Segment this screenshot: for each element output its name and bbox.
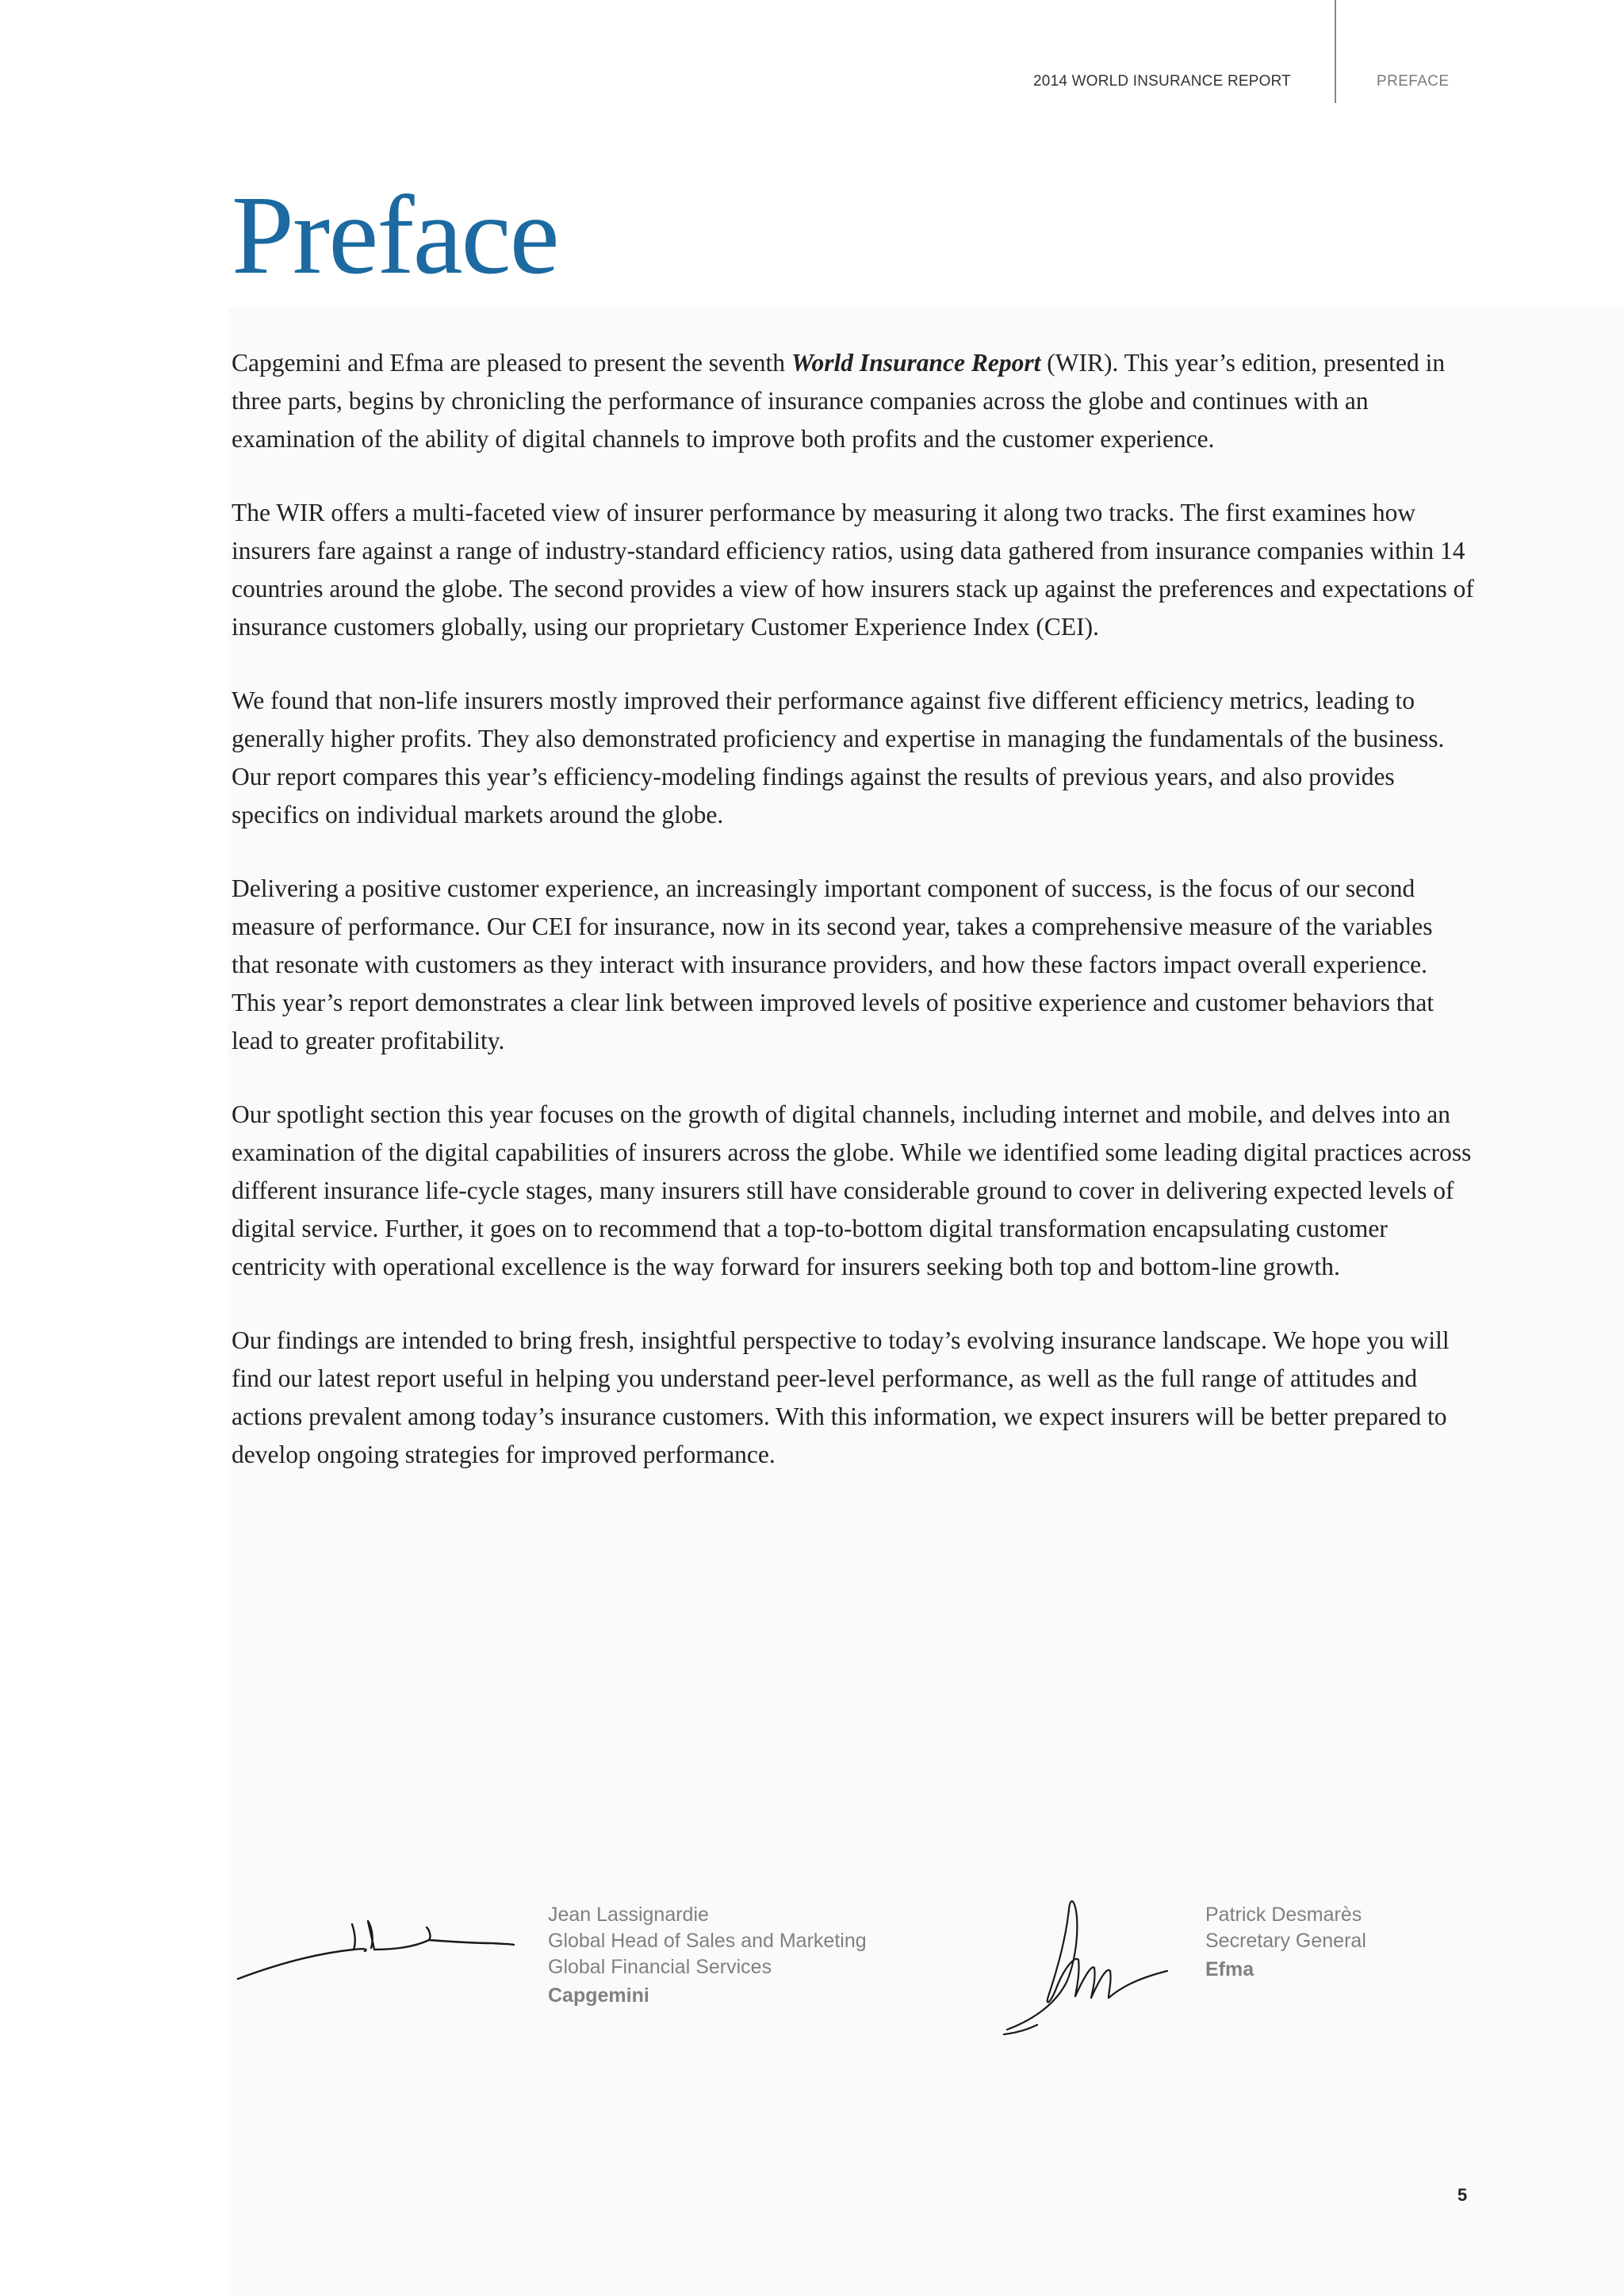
- signature-right: [1001, 1885, 1175, 2044]
- paragraph-1-rest: (WIR). This year’s edition, presented in three parts, begins by chronicling the performance of insurance companies across the globe and continues with an examination of the ability of digital channels to improve both profits and the customer experience.: [232, 349, 1446, 453]
- signatory-right: [1205, 1902, 1366, 1983]
- paragraph-6: Our findings are intended to bring fresh, insightful perspective to today’s evolving insurance landscape. We hope you will find our latest report useful in helping you understand peer-level performance, as well as the full range of attitudes and actions prevalent among today’s insurance customers. With this information, we expect insurers will be better prepared to develop ongoing strategies for improved performance.: [232, 1326, 1450, 1468]
- page-number: 5: [1457, 2185, 1468, 2205]
- signatory-right-title-1: Secretary General: [1205, 1930, 1366, 1952]
- paragraph-3: We found that non-life insurers mostly improved their performance against five different efficiency metrics, leading to generally higher profits. They also demonstrated proficiency and expertise in managing the fundamentals of the business. Our report compares this year’s efficiency-modeling findings against the results of previous years, and also provides specifics on individual markets around the globe.: [232, 687, 1445, 828]
- paragraph-4: Delivering a positive customer experience, an increasingly important component of success, is the focus of our second measure of performance. Our CEI for insurance, now in its second year, takes a comprehensive measure of the variables that resonate with customers as they interact with insurance providers, and how these factors impact overall experience. This year’s report demonstrates a clear link between improved levels of positive experience and customer behaviors that lead to greater profitability.: [232, 874, 1434, 1054]
- header-report-title: 2014 WORLD INSURANCE REPORT: [1033, 73, 1291, 90]
- signatory-left-name: Jean Lassignardie: [548, 1904, 709, 1926]
- paragraph-1: [232, 344, 1475, 458]
- signatory-right-name: Patrick Desmarès: [1205, 1904, 1362, 1926]
- header-section-label: PREFACE: [1377, 73, 1450, 90]
- paragraph-2: The WIR offers a multi-faceted view of insurer performance by measuring it along two tracks. The first examines how insurers fare against a range of industry-standard efficiency ratios, using data gathered from insurance companies within 14 countries around the globe. The second provides a view of how insurers stack up against the preferences and expectations of insurance customers globally, using our proprietary Customer Experience Index (CEI).: [232, 499, 1474, 641]
- report-name-emphasis: World Insurance Report: [791, 349, 1041, 377]
- signatory-left-title-2: Global Financial Services: [548, 1956, 772, 1978]
- preface-body: [232, 344, 1475, 1510]
- header-divider: [1335, 0, 1336, 103]
- signatory-left-title-1: Global Head of Sales and Marketing: [548, 1930, 867, 1952]
- signatory-right-organization: Efma: [1205, 1958, 1254, 1980]
- signatory-left-organization: Capgemini: [548, 1984, 649, 2007]
- signatory-left: [548, 1902, 867, 2009]
- page-title: Preface: [232, 172, 558, 297]
- paragraph-1-intro: Capgemini and Efma are pleased to present the seventh: [232, 349, 791, 377]
- signature-left: [235, 1883, 520, 1994]
- paragraph-5: Our spotlight section this year focuses on the growth of digital channels, including internet and mobile, and delves into an examination of the digital capabilities of insurers across the globe. While we identified some leading digital practices across different insurance life-cycle stages, many insurers still have considerable ground to cover in delivering expected levels of digital service. Further, it goes on to recommend that a top-to-bottom digital transformation encapsulating customer centricity with operational excellence is the way forward for insurers seeking both top and bottom-line growth.: [232, 1100, 1472, 1280]
